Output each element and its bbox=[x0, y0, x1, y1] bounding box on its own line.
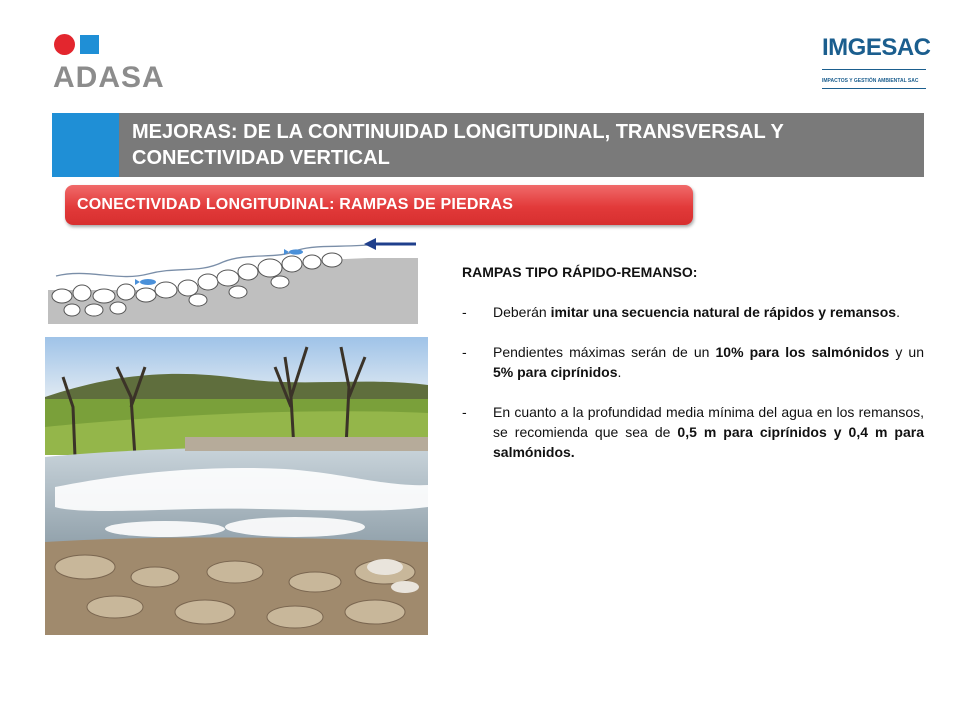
imgesac-logo bbox=[816, 28, 931, 94]
item-bold-text: 10% para los salmónidos bbox=[715, 344, 890, 360]
imgesac-logo-name: IMGESAC bbox=[822, 34, 931, 61]
title-accent-block bbox=[52, 113, 119, 177]
item-bold-text: 0,5 m para ciprínidos y 0,4 m para salmónidos. bbox=[493, 424, 925, 460]
logo-divider bbox=[822, 88, 926, 89]
logo-blue-square bbox=[80, 35, 99, 54]
item-bold-text: imitar una secuencia natural de rápidos y remansos bbox=[550, 304, 897, 320]
section-subtitle bbox=[65, 185, 693, 225]
logo-text: ADASA bbox=[53, 61, 165, 94]
item-text: . bbox=[617, 364, 622, 380]
list-item bbox=[462, 402, 924, 462]
list-dash: - bbox=[462, 404, 467, 420]
list-dash: - bbox=[462, 344, 467, 360]
logo-divider bbox=[822, 69, 926, 70]
section-subtitle-text: CONECTIVIDAD LONGITUDINAL: RAMPAS DE PIEDRAS bbox=[77, 196, 514, 213]
item-text: y un bbox=[889, 344, 924, 360]
list-dash: - bbox=[462, 304, 467, 320]
item-text: Deberán bbox=[493, 304, 551, 320]
content-text bbox=[462, 262, 924, 482]
item-bold-text: 5% para ciprínidos bbox=[493, 364, 618, 380]
item-text: Pendientes máximas serán de un bbox=[493, 344, 716, 360]
page-title: MEJORAS: DE LA CONTINUIDAD LONGITUDINAL, TRANSVERSAL Y CONECTIVIDAD VERTICAL bbox=[132, 121, 784, 169]
logo-red-dot bbox=[54, 34, 75, 55]
list-item bbox=[462, 342, 924, 382]
item-text: En cuanto a la profundidad media mínima del agua en los remansos, se recomienda que sea de bbox=[493, 404, 924, 440]
river-ramp-photo bbox=[45, 337, 428, 635]
title-banner bbox=[52, 113, 924, 177]
adasa-logo bbox=[53, 33, 173, 93]
imgesac-logo-tagline: IMPACTOS Y GESTIÓN AMBIENTAL SAC bbox=[822, 78, 919, 84]
item-text: . bbox=[896, 304, 900, 320]
list-item bbox=[462, 302, 924, 322]
stone-ramp-diagram bbox=[48, 238, 418, 324]
content-heading: RAMPAS TIPO RÁPIDO-REMANSO: bbox=[462, 264, 698, 280]
